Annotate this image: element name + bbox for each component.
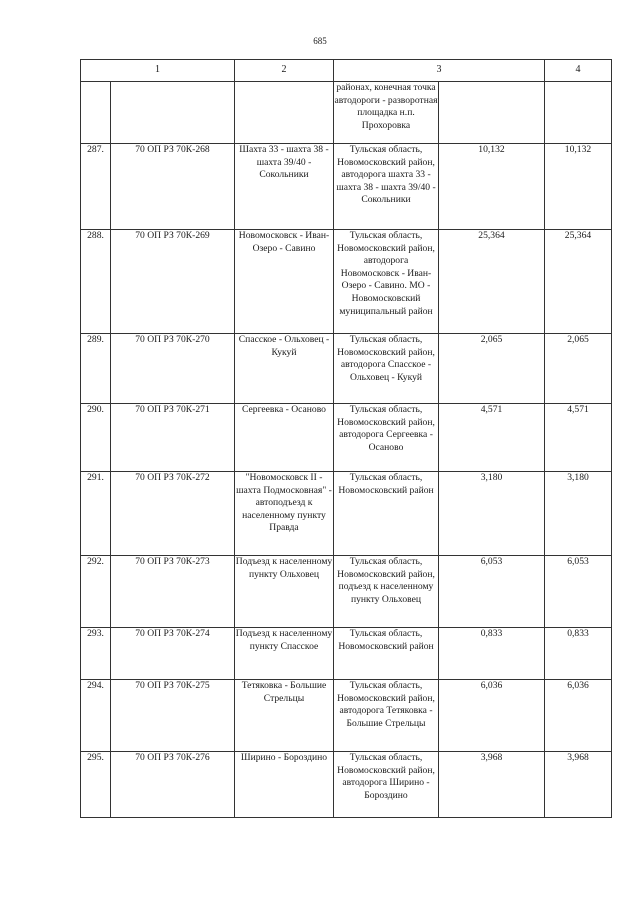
cell-location: районах, конечная точка автодороги - разворотная площадка н.п. Прохоровка <box>334 82 439 144</box>
page-number: 685 <box>313 36 327 46</box>
header-col-1: 1 <box>81 60 235 82</box>
cell-length-b: 2,065 <box>545 334 612 404</box>
cell-code: 70 ОП РЗ 70К-276 <box>111 752 235 818</box>
table-row <box>81 556 612 628</box>
cell-length-b: 3,968 <box>545 752 612 818</box>
cell-code: 70 ОП РЗ 70К-275 <box>111 680 235 752</box>
cell-code: 70 ОП РЗ 70К-268 <box>111 144 235 230</box>
cell-name <box>235 82 334 144</box>
cell-length-b: 4,571 <box>545 404 612 472</box>
header-col-4: 4 <box>545 60 612 82</box>
roads-table <box>80 59 612 818</box>
cell-location: Тульская область, Новомосковский район <box>334 628 439 680</box>
cell-location: Тульская область, Новомосковский район <box>334 472 439 556</box>
cell-name: Сергеевка - Осаново <box>235 404 334 472</box>
cell-length-b <box>545 82 612 144</box>
cell-length-b: 6,053 <box>545 556 612 628</box>
cell-length-a: 6,053 <box>439 556 545 628</box>
cell-length-a: 10,132 <box>439 144 545 230</box>
cell-name: Шахта 33 - шахта 38 - шахта 39/40 - Сокольники <box>235 144 334 230</box>
cell-length-b: 6,036 <box>545 680 612 752</box>
cell-length-a: 25,364 <box>439 230 545 334</box>
cell-code: 70 ОП РЗ 70К-269 <box>111 230 235 334</box>
header-row <box>81 60 612 82</box>
cell-name: Тетяковка - Большие Стрельцы <box>235 680 334 752</box>
table-row <box>81 230 612 334</box>
cell-code: 70 ОП РЗ 70К-272 <box>111 472 235 556</box>
cell-location: Тульская область, Новомосковский район, автодорога Спасское - Ольховец - Кукуй <box>334 334 439 404</box>
cell-name: Спасское - Ольховец - Кукуй <box>235 334 334 404</box>
cell-num: 292. <box>81 556 111 628</box>
cell-num: 287. <box>81 144 111 230</box>
table-row <box>81 404 612 472</box>
cell-name: Подъезд к населенному пункту Спасское <box>235 628 334 680</box>
cell-length-a: 0,833 <box>439 628 545 680</box>
cell-code: 70 ОП РЗ 70К-273 <box>111 556 235 628</box>
cell-length-a: 3,968 <box>439 752 545 818</box>
cell-name: Ширино - Бороздино <box>235 752 334 818</box>
cell-length-a: 4,571 <box>439 404 545 472</box>
cell-num: 293. <box>81 628 111 680</box>
cell-location: Тульская область, Новомосковский район, автодорога Новомосковск - Иван-Озеро - Савино. МО - Новомосковский муниципальный район <box>334 230 439 334</box>
table-row <box>81 334 612 404</box>
table-row <box>81 472 612 556</box>
cell-num: 294. <box>81 680 111 752</box>
cell-location: Тульская область, Новомосковский район, автодорога Ширино - Бороздино <box>334 752 439 818</box>
cell-length-b: 25,364 <box>545 230 612 334</box>
cell-length-a <box>439 82 545 144</box>
cell-num: 295. <box>81 752 111 818</box>
cell-num: 288. <box>81 230 111 334</box>
cell-code: 70 ОП РЗ 70К-270 <box>111 334 235 404</box>
table-row <box>81 144 612 230</box>
cell-num: 289. <box>81 334 111 404</box>
cell-length-b: 0,833 <box>545 628 612 680</box>
cell-length-b: 3,180 <box>545 472 612 556</box>
cell-num: 290. <box>81 404 111 472</box>
table-row <box>81 680 612 752</box>
cell-code <box>111 82 235 144</box>
table-row <box>81 628 612 680</box>
cell-location: Тульская область, Новомосковский район, автодорога шахта 33 - шахта 38 - шахта 39/40 - Сокольники <box>334 144 439 230</box>
cell-num <box>81 82 111 144</box>
table-row <box>81 752 612 818</box>
header-col-3: 3 <box>334 60 545 82</box>
header-col-2: 2 <box>235 60 334 82</box>
cell-name: "Новомосковск II - шахта Подмосковная" - автоподъезд к населенному пункту Правда <box>235 472 334 556</box>
cell-length-a: 2,065 <box>439 334 545 404</box>
cell-num: 291. <box>81 472 111 556</box>
cell-name: Подъезд к населенному пункту Ольховец <box>235 556 334 628</box>
cell-name: Новомосковск - Иван-Озеро - Савино <box>235 230 334 334</box>
cell-location: Тульская область, Новомосковский район, автодорога Сергеевка - Осаново <box>334 404 439 472</box>
cell-code: 70 ОП РЗ 70К-274 <box>111 628 235 680</box>
cell-length-b: 10,132 <box>545 144 612 230</box>
cell-code: 70 ОП РЗ 70К-271 <box>111 404 235 472</box>
cell-location: Тульская область, Новомосковский район, автодорога Тетяковка - Большие Стрельцы <box>334 680 439 752</box>
continuation-row <box>81 82 612 144</box>
cell-length-a: 6,036 <box>439 680 545 752</box>
cell-location: Тульская область, Новомосковский район, подъезд к населенному пункту Ольховец <box>334 556 439 628</box>
cell-length-a: 3,180 <box>439 472 545 556</box>
